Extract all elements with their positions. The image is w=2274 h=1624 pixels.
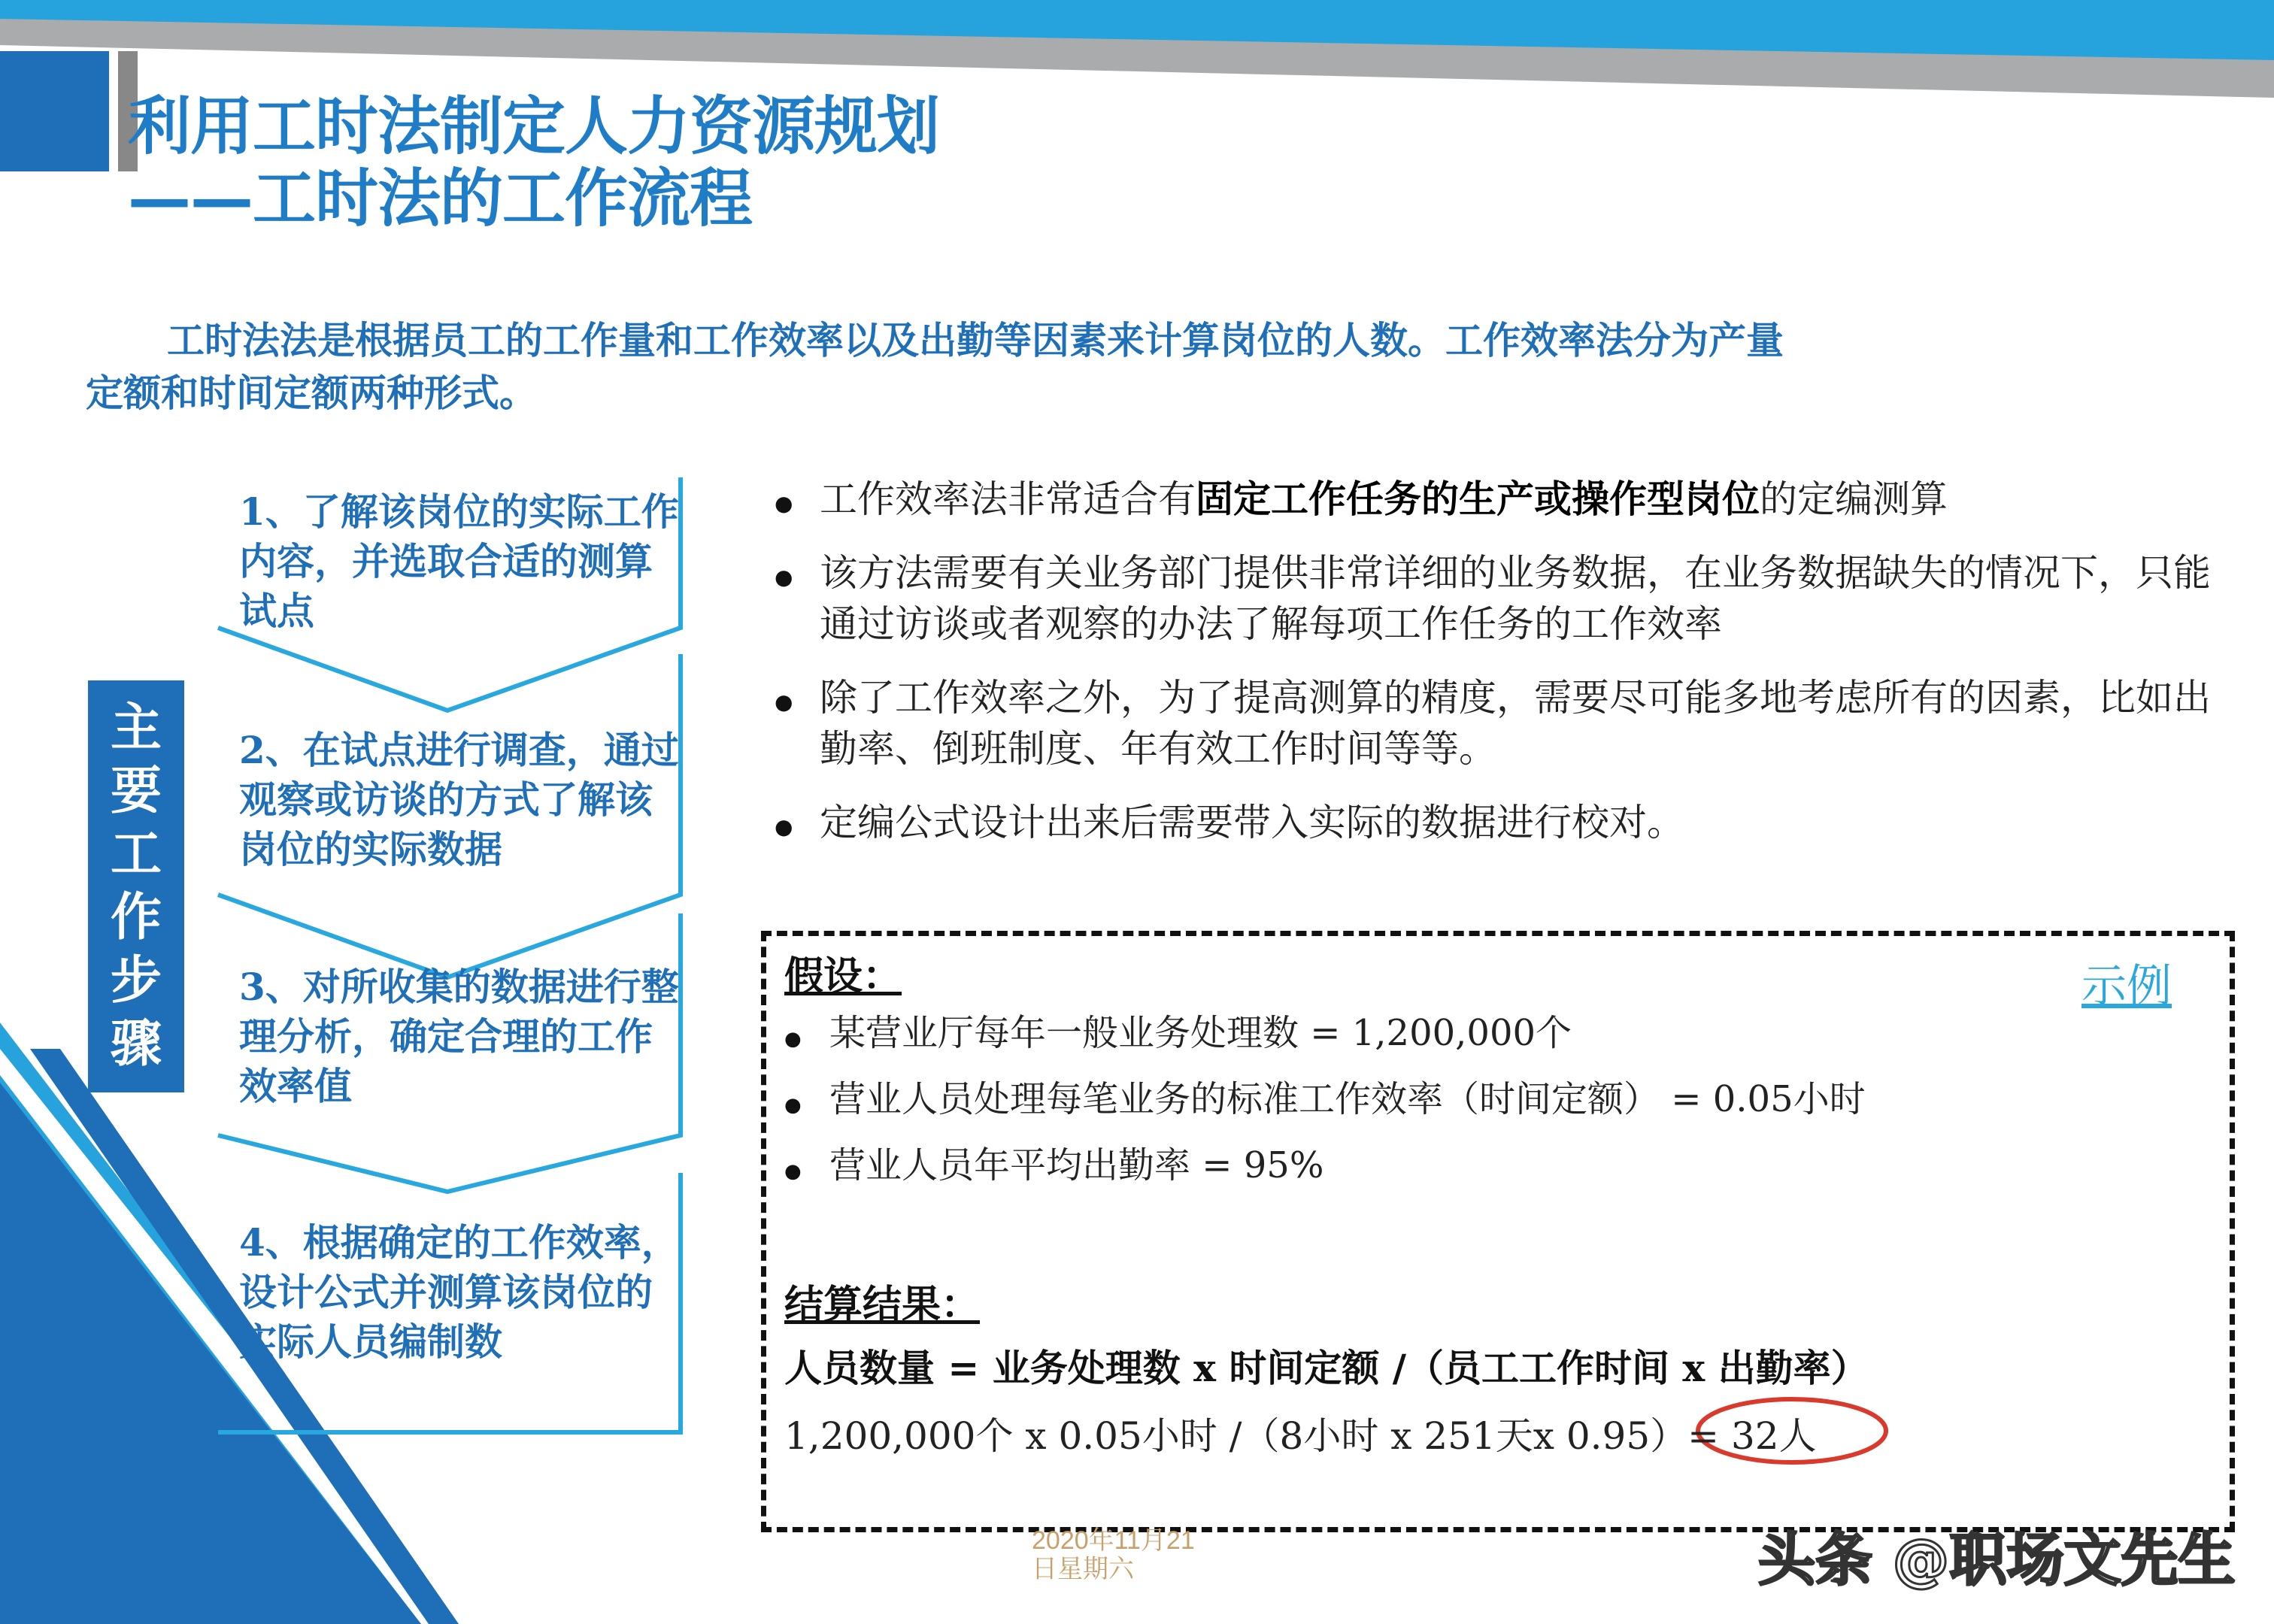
bullet-item-3: ● 除了工作效率之外，为了提高测算的精度，需要尽可能多地考虑所有的因素，比如出勤率、倒班制度、年有效工作时间等等。: [775, 672, 2218, 774]
assumption-list: [784, 1009, 2138, 1189]
slide-title: [128, 90, 939, 235]
assumption-header: 假设：: [784, 953, 902, 999]
assumption-item: ● 营业人员处理每笔业务的标准工作效率（时间定额） = 0.05小时: [784, 1075, 2138, 1123]
assumption-item: ● 营业人员年平均出勤率 = 95%: [784, 1141, 2138, 1189]
corner-blue-square: [0, 51, 109, 171]
step-2-text: 2、在试点进行调查，通过观察或访谈的方式了解该岗位的实际数据: [239, 728, 679, 871]
date-line-2: 日星期六: [1032, 1555, 1134, 1583]
side-label-char: 作: [110, 888, 162, 947]
bullet-1-post: 的定编测算: [1760, 477, 1948, 521]
side-label-char: 步: [110, 951, 162, 1010]
side-label-char: 工: [110, 825, 162, 884]
step-1-text: 1、了解该岗位的实际工作内容，并选取合适的测算试点: [239, 489, 679, 633]
bullet-1-pre: 工作效率法非常适合有: [820, 477, 1196, 521]
intro-paragraph: [86, 314, 2152, 420]
assumption-item: ● 某营业厅每年一般业务处理数 = 1,200,000个: [784, 1009, 2138, 1057]
step-3-text: 3、对所收集的数据进行整理分析，确定合理的工作效率值: [239, 965, 679, 1108]
bullet-item-1: [775, 474, 2218, 525]
formula-text: 人员数量 = 业务处理数 x 时间定额 /（员工工作时间 x 出勤率）: [784, 1346, 1869, 1390]
bullet-item-4: ● 定编公式设计出来后需要带入实际的数据进行校对。: [775, 797, 2218, 848]
example-link[interactable]: 示例: [2081, 960, 2172, 1013]
step-4-text: 4、根据确定的工作效率，设计公式并测算该岗位的实际人员编制数: [239, 1220, 679, 1364]
title-line-1: 利用工时法制定人力资源规划: [128, 89, 940, 163]
bullet-list: [775, 474, 2218, 871]
calculation-text: 1,200,000个 x 0.05小时 /（8小时 x 251天x 0.95）= 32人: [784, 1414, 1817, 1458]
slide-date: [1032, 1526, 1195, 1583]
main-steps-label: [88, 680, 184, 1092]
side-label-char: 主: [110, 698, 162, 758]
bullet-item-2: ● 该方法需要有关业务部门提供非常详细的业务数据，在业务数据缺失的情况下，只能通过访谈或者观察的办法了解每项工作任务的工作效率: [775, 547, 2218, 650]
bullet-1-bold: 固定工作任务的生产或操作型岗位: [1196, 477, 1760, 521]
date-line-1: 2020年11月21: [1032, 1526, 1195, 1555]
side-label-char: 要: [110, 762, 162, 821]
intro-line-2: 定额和时间定额两种形式。: [86, 371, 537, 415]
title-line-2: ——工时法的工作流程: [128, 162, 753, 235]
watermark: 头条 @职场文先生: [1758, 1526, 2236, 1593]
result-header: 结算结果：: [784, 1282, 981, 1328]
intro-line-1: 工时法法是根据员工的工作量和工作效率以及出勤等因素来计算岗位的人数。工作效率法分为产量: [167, 318, 1784, 362]
side-label-char: 骤: [110, 1014, 162, 1074]
